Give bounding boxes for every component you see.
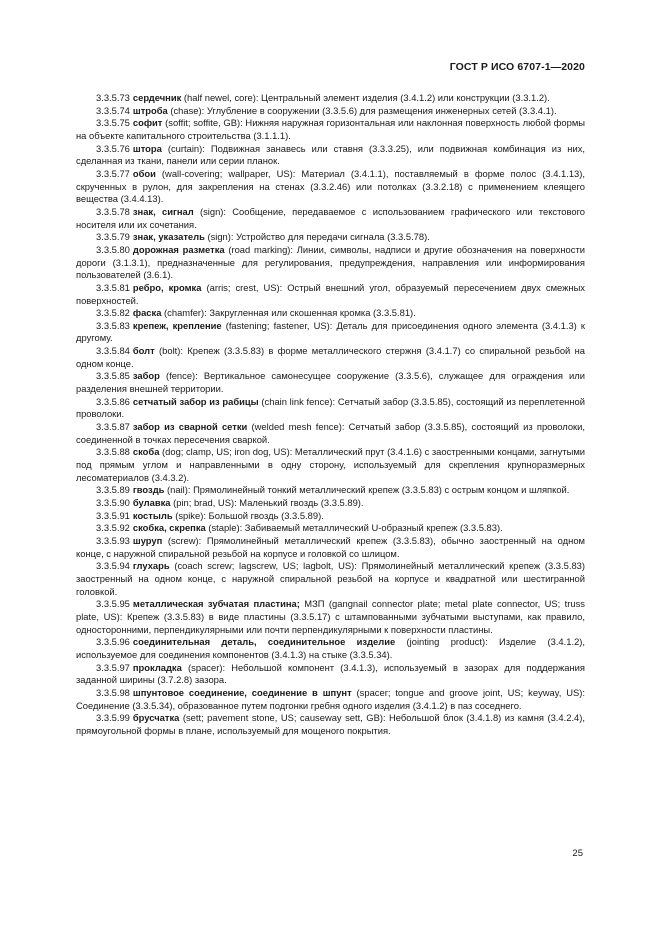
entry-definition: (coach screw; lagscrew, US; lagbolt, US): Прямолинейный металлический крепеж (3.3.5.83) заостренный на одном конце, с наружной спиральной резьбой на корпусе и квадратной или шестигранной головкой. xyxy=(76,560,585,597)
term-entry xyxy=(76,535,585,560)
entry-term: дорожная разметка xyxy=(132,243,225,255)
entry-definition: (pin; brad, US): Маленький гвоздь (3.3.5.89). xyxy=(170,497,364,508)
entry-definition: (spacer; tongue and groove joint, US; keyway, US): Соединение (3.3.5.34), образованное путем подгонки гребня одного изделия (3.4.1.2) в паз соседнего. xyxy=(76,686,585,711)
entry-term: соединительная деталь, соединительное изделие xyxy=(132,636,396,648)
entry-number: 3.3.5.98 xyxy=(96,686,130,698)
entry-term: крепеж, крепление xyxy=(132,319,222,331)
entry-term: сетчатый забор из рабицы xyxy=(132,395,259,407)
entry-number: 3.3.5.95 xyxy=(96,598,130,610)
entry-term: знак, сигнал xyxy=(132,205,194,217)
term-entry xyxy=(76,560,585,598)
entry-definition: (jointing product): Изделие (3.4.1.2), используемое для соединения компонентов (3.4.1.3) на стыке (3.3.5.34). xyxy=(76,636,586,660)
entry-definition: (road marking): Линии, символы, надписи и другие обозначения на поверхности дороги (3.1.3.1), предназначенные для регулирования, предупреждения, направления или информирования пользователей (3.6.1). xyxy=(76,243,585,281)
entry-definition: (curtain): Подвижная занавесь или ставня (3.3.3.25), или подвижная комбинация из них, сделанная из ткани, панели или серии планок. xyxy=(76,142,585,167)
entry-definition: МЗП (gangnail connector plate; metal plate connector, US; truss plate, US): Крепеж (3.3.5.83) в виде пластины (3.3.5.17) с штампованными зубчатыми выступами, как правило, односторонними, перпендикулярными или почти перпендикулярными к поверхности пластины. xyxy=(76,598,585,635)
entry-number: 3.3.5.88 xyxy=(96,446,130,458)
term-entry xyxy=(76,598,585,636)
entry-term: знак, указатель xyxy=(132,231,205,243)
entry-term: металлическая зубчатая пластина; xyxy=(132,598,300,610)
entry-number: 3.3.5.77 xyxy=(96,167,130,179)
entry-number: 3.3.5.76 xyxy=(96,142,130,154)
entry-number: 3.3.5.75 xyxy=(96,117,130,129)
entry-definition: (half newel, core): Центральный элемент изделия (3.4.1.2) или конструкции (3.3.1.2). xyxy=(181,92,550,103)
entry-definition: (spike): Большой гвоздь (3.3.5.89). xyxy=(172,509,324,521)
entry-definition: (spacer): Небольшой компонент (3.4.1.3), используемый в зазорах для поддержания заданной ширины (3.7.2.8) зазора. xyxy=(76,661,585,686)
entry-number: 3.3.5.85 xyxy=(96,370,130,382)
term-entry xyxy=(76,370,585,395)
entry-number: 3.3.5.92 xyxy=(96,522,130,534)
term-entry xyxy=(76,320,585,345)
entry-number: 3.3.5.82 xyxy=(96,307,130,319)
term-entry xyxy=(76,484,585,497)
entry-definition: (chain link fence): Сетчатый забор (3.3.5.85), состоящий из переплетенной проволоки. xyxy=(76,395,585,420)
entry-number: 3.3.5.73 xyxy=(96,92,130,103)
standard-header: ГОСТ Р ИСО 6707-1—2020 xyxy=(449,61,585,73)
entry-definition: (sign): Устройство для передачи сигнала (3.3.5.78). xyxy=(204,231,430,243)
term-entry xyxy=(76,497,585,510)
entry-definition: (fastening; fastener, US): Деталь для присоединения одного элемента (3.4.1.3) к другому. xyxy=(76,319,585,344)
entry-term: софит xyxy=(132,117,163,129)
entry-definition: (fence): Вертикальное самонесущее сооружение (3.3.5.6), служащее для ограждения или разделения внешней территории. xyxy=(76,370,585,395)
entry-definition: (arris; crest, US): Острый внешний угол, образуемый пересечением двух смежных поверхностей. xyxy=(76,281,585,306)
entry-definition: (dog; clamp, US; iron dog, US): Металлический прут (3.4.1.6) с заостренными концами, загнутыми под прямым углом и направленными в одну сторону, используемый для скрепления крупноразмерных лесоматериалов (3.4.3.2). xyxy=(76,446,585,483)
page-number: 25 xyxy=(572,848,583,859)
term-list xyxy=(76,92,585,737)
entry-term: обои xyxy=(132,167,156,179)
term-entry xyxy=(76,92,585,105)
entry-number: 3.3.5.74 xyxy=(96,104,130,116)
term-entry xyxy=(76,105,585,118)
entry-number: 3.3.5.93 xyxy=(96,534,130,546)
term-entry xyxy=(76,446,585,484)
entry-definition: (staple): Забиваемый металлический U-образный крепеж (3.3.5.83). xyxy=(205,522,503,534)
entry-number: 3.3.5.81 xyxy=(96,281,130,293)
entry-term: скоба xyxy=(132,446,160,458)
entry-number: 3.3.5.91 xyxy=(96,509,130,521)
entry-number: 3.3.5.97 xyxy=(96,661,130,673)
entry-definition: (screw): Прямолинейный металлический крепеж (3.3.5.83), обычно заостренный на одном конце, с наружной спиральной резьбой на корпусе и головкой со шлицом. xyxy=(76,534,585,559)
entry-term: гвоздь xyxy=(132,484,165,496)
entry-term: забор из сварной сетки xyxy=(132,421,248,433)
term-entry xyxy=(76,345,585,370)
term-entry xyxy=(76,396,585,421)
entry-definition: (soffit; soffite, GB): Нижняя наружная горизонтальная или наклонная поверхность любой формы на объекте капитального строительства (3.1.1.1). xyxy=(76,117,585,141)
term-entry xyxy=(76,206,585,231)
entry-definition: (sign): Сообщение, передаваемое с использованием графического или текстового носителя или их сочетания. xyxy=(76,205,586,230)
term-entry xyxy=(76,307,585,320)
entry-number: 3.3.5.84 xyxy=(96,345,130,357)
entry-term: скобка, скрепка xyxy=(132,522,206,534)
entry-definition: (chamfer): Закругленная или скошенная кромка (3.3.5.81). xyxy=(161,307,416,319)
term-entry xyxy=(76,143,585,168)
entry-term: штора xyxy=(132,142,162,154)
entry-term: прокладка xyxy=(132,661,182,673)
entry-term: ребро, кромка xyxy=(132,281,202,293)
term-entry xyxy=(76,117,585,142)
term-entry xyxy=(76,421,585,446)
entry-definition: (chase): Углубление в сооружении (3.3.5.6) для размещения инженерных сетей (3.3.4.1). xyxy=(167,104,557,116)
entry-number: 3.3.5.94 xyxy=(96,560,130,572)
term-entry xyxy=(76,522,585,535)
entry-term: брусчатка xyxy=(132,712,180,724)
entry-term: глухарь xyxy=(132,560,170,572)
entry-definition: (wall-covering; wallpaper, US): Материал (3.4.1.1), поставляемый в форме полос (3.4.1.13), скрученных в рулон, для закрепления на стенах (3.3.2.46) или потолках (3.3.2.18) с применением клеящего вещества (3.4.4.13). xyxy=(76,167,585,205)
entry-number: 3.3.5.83 xyxy=(96,319,130,331)
entry-term: сердечник xyxy=(132,92,182,103)
entry-number: 3.3.5.96 xyxy=(96,636,130,648)
term-entry xyxy=(76,510,585,523)
entry-definition: (welded mesh fence): Сетчатый забор (3.3.5.85), состоящий из проволоки, соединенной в точках пересечения сваркой. xyxy=(76,421,586,445)
entry-number: 3.3.5.87 xyxy=(96,421,130,433)
entry-term: шуруп xyxy=(132,534,163,546)
entry-term: болт xyxy=(132,345,155,357)
entry-definition: (nail): Прямолинейный тонкий металлический крепеж (3.3.5.83) с острым концом и шляпкой. xyxy=(164,484,570,496)
term-entry xyxy=(76,687,585,712)
term-entry xyxy=(76,282,585,307)
entry-number: 3.3.5.99 xyxy=(96,712,130,724)
entry-number: 3.3.5.80 xyxy=(96,243,130,255)
entry-term: шпунтовое соединение, соединение в шпунт xyxy=(132,686,352,698)
term-entry xyxy=(76,636,585,661)
entry-term: костыль xyxy=(132,509,173,521)
entry-term: фаска xyxy=(132,307,162,319)
entry-number: 3.3.5.90 xyxy=(96,497,130,508)
entry-term: булавка xyxy=(132,497,171,508)
term-entry xyxy=(76,712,585,737)
entry-number: 3.3.5.86 xyxy=(96,395,130,407)
entry-number: 3.3.5.89 xyxy=(96,484,130,496)
term-entry xyxy=(76,662,585,687)
term-entry xyxy=(76,244,585,282)
entry-definition: (sett; pavement stone, US; causeway sett, GB): Небольшой блок (3.4.1.8) из камня (3.4.2.4), прямоугольной формы в плане, используемый для мощеного покрытия. xyxy=(76,712,585,736)
entry-number: 3.3.5.78 xyxy=(96,205,130,217)
entry-number: 3.3.5.79 xyxy=(96,231,130,243)
entry-definition: (bolt): Крепеж (3.3.5.83) в форме металлического стержня (3.4.1.7) со спиральной резьбой на одном конце. xyxy=(76,345,585,369)
entry-term: штроба xyxy=(132,104,168,116)
term-entry xyxy=(76,168,585,206)
entry-term: забор xyxy=(132,370,160,382)
term-entry xyxy=(76,231,585,244)
